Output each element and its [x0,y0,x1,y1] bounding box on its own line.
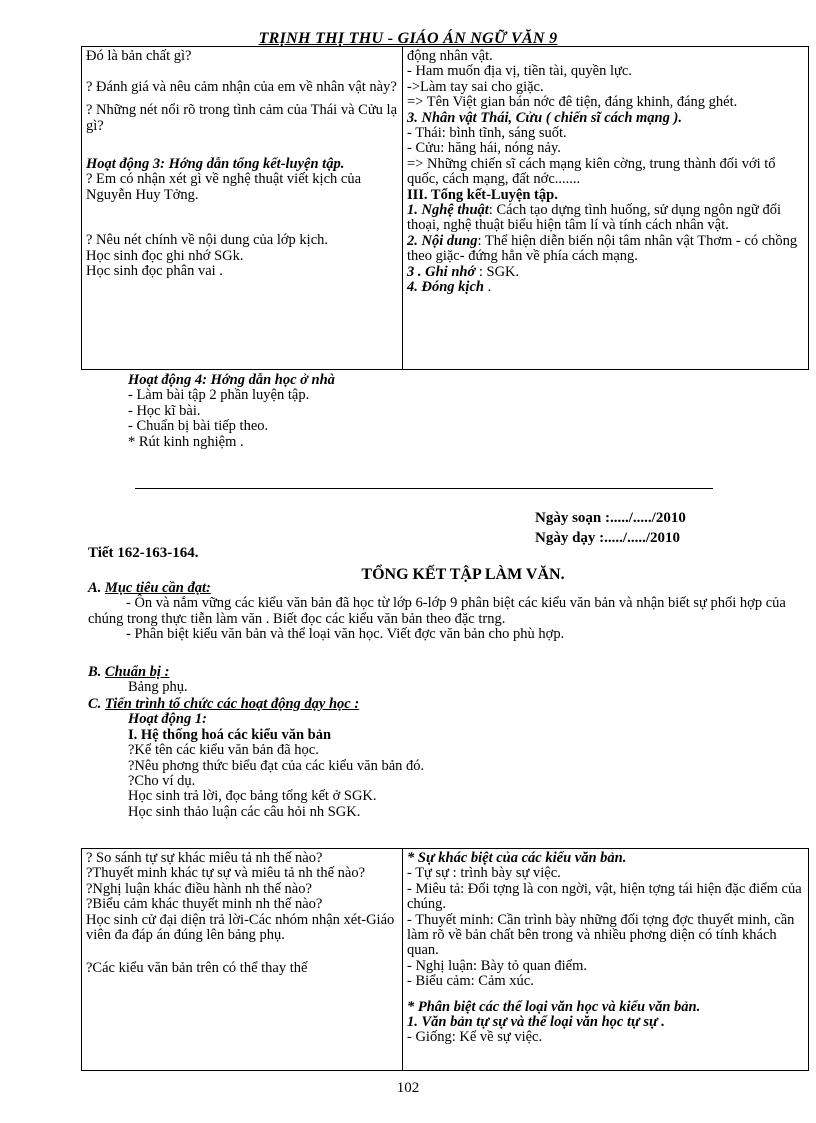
table2-left-line [86,943,398,961]
section-a-label: A. [88,580,102,596]
lesson-title: TỔNG KẾT TẬP LÀM VĂN. [361,566,565,583]
hoat-dong-3-heading: Hoạt động 3: Hớng dẫn tổng kết-luyện tập. [86,156,345,173]
table1-left-line: Đó là bản chất gì? [86,48,192,64]
section-c-heading: Tiến trình tổ chức các hoạt động dạy học : [104,696,360,712]
table1-left-line: Học sinh đọc phân vai . [86,263,223,280]
section-b-text: Bảng phụ. [128,679,188,696]
ngay-soan: Ngày soạn :...../...../2010 [535,510,686,526]
table2-left-line: ?Biểu cảm khác thuyết minh nh thế nào? [86,896,323,913]
section-c-line: ?Kể tên các kiểu văn bản đã học. [128,742,319,759]
lesson-table-2 [81,848,809,1071]
table2-right-line: - Thuyết minh: Cần trình bày những đối tợng đợc thuyết minh, cần làm rõ về bản chất bên trong và nhiều phơng diện có tính khách quan. [407,911,795,959]
table2-right-line: - Giống: Kể về sự việc. [407,1029,543,1046]
table2-left-line: ? So sánh tự sự khác miêu tả nh thế nào? [86,850,323,866]
table1-left-line [86,203,398,233]
ghi-nho-paragraph [407,265,804,280]
noi-dung-text: : Thể hiện diễn biến nội tâm nhân vật Thơm - có chồng theo giặc- đứng hẳn về phía cách mạng. [407,232,798,265]
table2-left-line: Học sinh cử đại diện trả lời-Các nhóm nhận xét-Giáo viên đa đáp án đúng lên bảng phụ. [86,911,395,944]
he-thong-hoa-heading: I. Hệ thống hoá các kiểu văn bản [128,726,332,743]
dong-kich-paragraph [407,280,804,295]
table1-right-line: động nhân vật. [407,48,493,64]
table2-left-line: ?Thuyết minh khác tự sự và miêu tả nh thế nào? [86,865,366,882]
table1-right-line: - Thái: bình tĩnh, sáng suốt. [407,125,567,142]
table1-left-line: ? Nêu nét chính về nội dung của lớp kịch. [86,232,329,249]
section-c-line: ?Nêu phơng thức biểu đạt của các kiểu văn bản đó. [128,757,425,774]
table1-right-line: => Những chiến sĩ cách mạng kiên cờng, trung thành đối với tổ quốc, cách mạng, đất nớc....... [407,155,776,188]
su-khac-biet-heading: * Sự khác biệt của các kiểu văn bản. [407,850,627,866]
table2-right-line: - Nghị luận: Bày tỏ quan điểm. [407,957,588,974]
table1-left-line: ? Đánh giá và nêu cảm nhận của em về nhân vật này? [86,78,397,95]
section-c-line: ?Cho ví dụ. [128,773,196,790]
ghi-nho-label: 3 . Ghi nhớ [407,263,476,280]
ngay-day: Ngày dạy :...../...../2010 [535,530,681,546]
hd4-item: - Học kĩ bài. [128,402,201,419]
hoat-dong-1-heading: Hoạt động 1: [128,711,207,728]
table1-left-column [82,47,403,370]
table1-right-column [403,47,809,370]
table2-right-line: - Biểu cảm: Cảm xúc. [407,973,534,990]
section-b-label: B. [88,664,102,680]
table1-right-line: ->Làm tay sai cho giặc. [407,78,544,95]
section-a [88,581,800,643]
ghi-nho-text: : SGK. [475,263,520,280]
hd4-item: - Làm bài tập 2 phần luyện tập. [128,387,310,404]
nhan-vat-thai-cuu-heading: 3. Nhân vật Thái, Cửu ( chiến sĩ cách mạng ). [407,109,682,126]
section-c-line: Học sinh trả lời, đọc bảng tổng kết ở SGK. [128,788,377,805]
table1-right-line: => Tên Việt gian bán nớc đê tiện, đáng khinh, đáng ghét. [407,94,738,111]
section-a-paragraph-1: - Ôn và nắm vững các kiểu văn bản đã học từ lớp 6-lớp 9 phân biệt các kiểu văn bản và nhận biết sự phối hợp của chúng trong thực tiễn làm văn . Biết đọc các kiểu văn bản theo đặc trng. [88,595,786,627]
section-b-heading: Chuẩn bị : [104,664,170,680]
hd4-item: * Rút kinh nghiệm . [128,433,244,450]
table2-right-column [403,849,809,1071]
table1-left-line: ? Em có nhận xét gì về nghệ thuật viết kịch của Nguyễn Huy Tởng. [86,171,362,203]
nghe-thuat-label: 1. Nghệ thuật [407,202,489,219]
phan-biet-heading: * Phân biệt các thể loại văn học và kiểu văn bản. [407,998,701,1015]
hoat-dong-4-block [128,373,778,450]
dong-kich-label: 4. Đóng kịch [407,279,484,296]
page-number: 102 [396,1080,420,1096]
table1-right-line: - Ham muốn địa vị, tiền tài, quyền lực. [407,63,632,80]
table2-right-line: - Miêu tả: Đối tợng là con ngời, vật, hiện tợng tái hiện đặc điểm của chúng. [407,880,802,913]
section-divider [135,488,713,489]
section-c [88,697,800,820]
section-c-label: C. [88,696,102,712]
table2-right-line: - Tự sự : trình bày sự việc. [407,865,561,882]
page-header: TRỊNH THỊ THU - GIÁO ÁN NGỮ VĂN 9 [258,30,558,46]
nghe-thuat-paragraph [407,203,804,234]
section-a-heading: Mục tiêu cần đạt: [104,580,211,596]
section-b [88,665,800,696]
van-ban-tu-su-heading: 1. Văn bản tự sự và thể loại văn học tự sự . [407,1014,665,1031]
tong-ket-heading: III. Tổng kết-Luyện tập. [407,186,558,203]
tiet-number: Tiết 162-163-164. [88,545,199,561]
table2-left-line: ?Các kiểu văn bản trên có thể thay thế [86,960,308,977]
table1-left-line: Học sinh đọc ghi nhớ SGk. [86,247,244,264]
dong-kich-text: . [483,279,492,296]
table2-left-line: ?Nghị luận khác điều hành nh thế nào? [86,880,312,897]
noi-dung-label: 2. Nội dung [407,232,478,249]
section-a-paragraph-2: - Phân biệt kiểu văn bản và thể loại văn học. Viết đợc văn bản cho phù hợp. [126,626,565,643]
hoat-dong-4-heading: Hoạt động 4: Hớng dẫn học ở nhà [128,372,335,388]
hd4-item: - Chuẩn bị bài tiếp theo. [128,418,269,435]
lesson-table-1 [81,46,809,370]
table1-left-line [86,64,398,79]
noi-dung-paragraph [407,234,804,265]
table1-left-line [86,134,398,157]
section-c-line: Học sinh thảo luận các câu hỏi nh SGK. [128,803,361,820]
table2-left-column [82,849,403,1071]
nghe-thuat-text: : Cách tạo dựng tình huống, sử dụng ngôn ngữ đối thoại, nghệ thuật biểu hiện tâm lí và tính cách nhân vật. [407,202,782,234]
table1-left-line: ? Những nét nổi rõ trong tình cảm của Thái và Cửu lạ gì? [86,102,398,134]
table1-right-line: - Cửu: hăng hái, nóng nảy. [407,140,561,157]
